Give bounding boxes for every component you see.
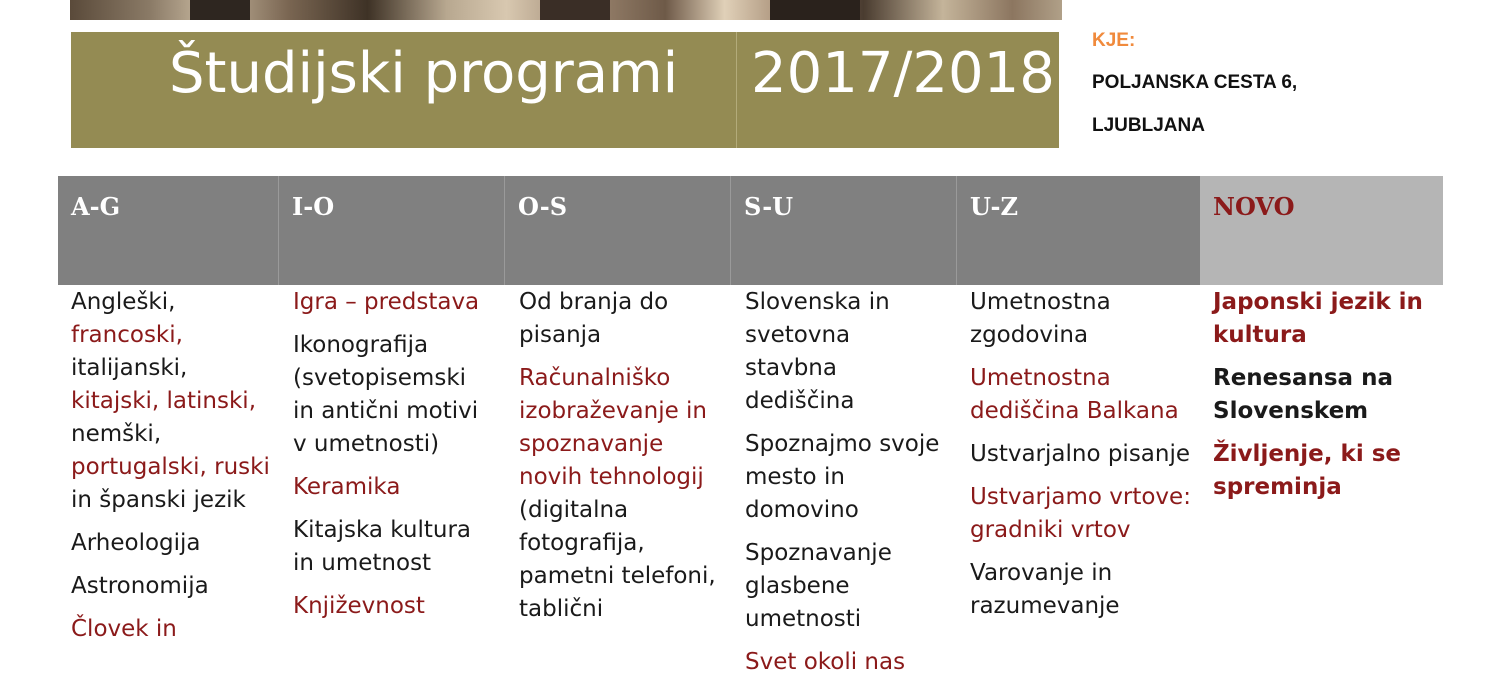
program-item: francoski,: [71, 322, 183, 348]
program-item: Življenje, ki se spreminja: [1213, 441, 1401, 500]
column-heading-i-o: I-O: [279, 176, 505, 285]
program-item: in španski jezik: [71, 487, 246, 513]
column-heading-a-g: A-G: [58, 176, 279, 285]
location-label: KJE:: [1092, 30, 1136, 51]
program-item: italijanski,: [71, 355, 188, 381]
page-title: Študijski programi: [169, 41, 679, 106]
program-item: Svet okoli nas: [745, 649, 906, 675]
program-item: Računalniško izobraževanje in spoznavanje novih tehnologij: [519, 365, 708, 490]
program-item: Renesansa na Slovenskem: [1213, 365, 1393, 424]
program-item: Astronomija: [71, 573, 209, 599]
column-s-u: [732, 286, 947, 689]
program-item: Človek in: [71, 616, 177, 642]
program-item: Keramika: [293, 474, 401, 500]
program-item: Spoznavanje glasbene umetnosti: [745, 540, 892, 632]
photo-figure: [190, 0, 250, 20]
program-item: Ikonografija (svetopisemski in antični motivi v umetnosti): [293, 332, 479, 457]
program-item: Japonski jezik in kultura: [1213, 289, 1423, 348]
header-photo: [70, 0, 1062, 20]
column-heading-o-s: O-S: [505, 176, 731, 285]
address-line-1: POLJANSKA CESTA 6,: [1092, 72, 1298, 93]
program-table-header: [58, 176, 1443, 285]
program-item: Ustvarjamo vrtove: gradniki vrtov: [970, 484, 1191, 543]
column-a-g: [58, 286, 279, 656]
column-i-o: [280, 286, 490, 633]
program-item: Arheologija: [71, 530, 201, 556]
program-item: Kitajska kultura in umetnost: [293, 517, 472, 576]
column-o-s: [506, 286, 716, 636]
address-line-2: LJUBLJANA: [1092, 115, 1205, 136]
program-item: (digitalna fotografija, pametni telefoni, tablični: [519, 497, 716, 622]
program-item: Umetnostna dediščina Balkana: [970, 365, 1179, 424]
academic-year: 2017/2018: [751, 41, 1055, 106]
column-u-z: [957, 286, 1197, 633]
program-item: Slovenska in svetovna stavbna dediščina: [745, 289, 890, 414]
title-divider: [736, 32, 737, 148]
column-heading-novo: NOVO: [1200, 176, 1443, 285]
column-heading-u-z: U-Z: [957, 176, 1200, 285]
photo-figure: [770, 0, 860, 20]
program-item: Ustvarjalno pisanje: [970, 441, 1191, 467]
column-heading-s-u: S-U: [731, 176, 957, 285]
program-item: portugalski, ruski: [71, 454, 270, 480]
program-item: nemški,: [71, 421, 162, 447]
program-item: Književnost: [293, 593, 425, 619]
program-item: Od branja do pisanja: [519, 289, 669, 348]
program-item: Umetnostna zgodovina: [970, 289, 1111, 348]
program-item: Varovanje in razumevanje: [970, 560, 1120, 619]
program-item: Spoznajmo svoje mesto in domovino: [745, 431, 940, 523]
column-novo: [1200, 286, 1440, 514]
program-item: kitajski, latinski,: [71, 388, 256, 414]
program-item: Angleški,: [71, 289, 176, 315]
program-item: Igra – predstava: [293, 289, 480, 315]
photo-figure: [540, 0, 610, 20]
title-band: [71, 32, 1059, 148]
